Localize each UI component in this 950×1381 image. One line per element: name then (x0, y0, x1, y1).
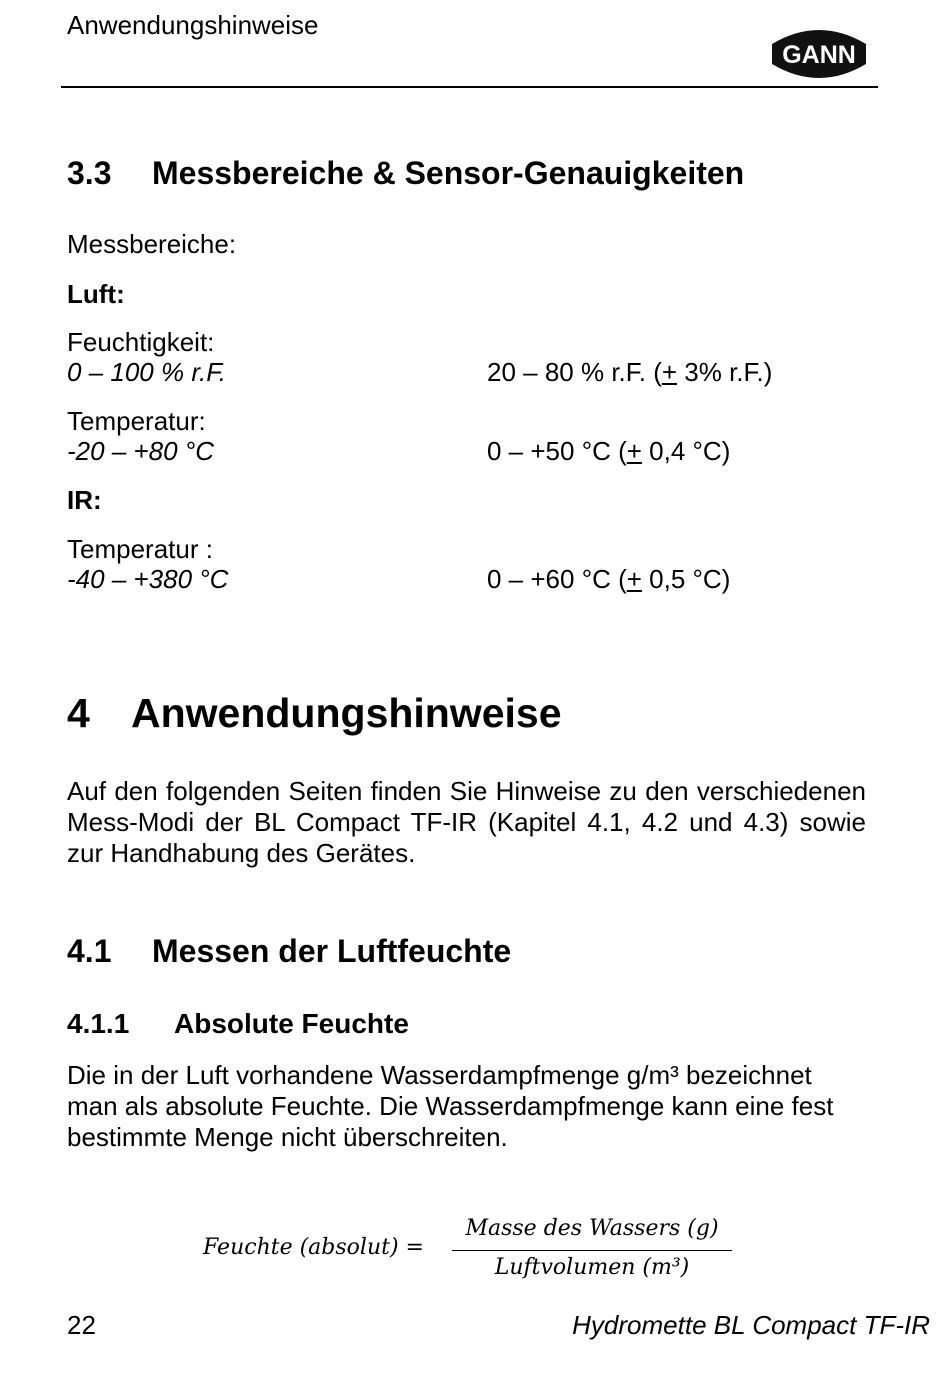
gann-logo (766, 22, 872, 84)
section-4-1-1-title: Absolute Feuchte (174, 1008, 409, 1039)
ir-temperature-label: Temperatur : (67, 534, 213, 564)
feuchte-accuracy: 20 – 80 % r.F. (+ 3% r.F.) (487, 357, 773, 387)
feuchte-range: 0 – 100 % r.F. (67, 357, 226, 387)
ir-temperature-range: -40 – +380 °C (67, 564, 229, 594)
measuring-ranges-intro: Messbereiche: (67, 229, 237, 259)
feuchte-label: Feuchtigkeit: (67, 327, 215, 357)
section-3-3-number: 3.3 (67, 155, 112, 191)
ir-temperature-accuracy: 0 – +60 °C (+ 0,5 °C) (487, 564, 731, 594)
ir-label: IR: (67, 485, 102, 515)
chapter-4-paragraph: Auf den folgenden Seiten finden Sie Hinweise zu den verschiedenen Mess-Modi der BL Compact TF-IR (Kapitel 4.1, 4.2 und 4.3) sowie zur Handhabung des Gerätes. (67, 776, 866, 868)
section-3-3-title: Messbereiche & Sensor-Genauigkeiten (152, 155, 745, 191)
section-4-1-number: 4.1 (67, 933, 112, 969)
chapter-4-title: Anwendungshinweise (131, 690, 562, 736)
formula-fraction-bar (452, 1250, 732, 1251)
footer-product-name: Hydromette BL Compact TF-IR (572, 1310, 930, 1340)
running-header-title: Anwendungshinweise (67, 10, 319, 40)
luft-label: Luft: (67, 279, 125, 309)
temperature-label: Temperatur: (67, 406, 206, 436)
page-number: 22 (67, 1310, 96, 1340)
header-divider (61, 86, 878, 88)
section-4-1-title: Messen der Luftfeuchte (152, 933, 512, 969)
logo-text: GANN (782, 41, 856, 69)
formula-numerator: Masse des Wassers (g) (465, 1216, 719, 1241)
formula-lhs: Feuchte (absolut) = (203, 1235, 424, 1260)
temperature-range: -20 – +80 °C (67, 436, 214, 466)
section-4-1-1-number: 4.1.1 (67, 1008, 130, 1039)
temperature-accuracy: 0 – +50 °C (+ 0,4 °C) (487, 436, 731, 466)
section-4-1-1-paragraph: Die in der Luft vorhandene Wasserdampfmenge g/m³ bezeichnet man als absolute Feuchte. Die Wasserdampfmenge kann eine fest bestimmte Menge nicht überschreiten. (67, 1060, 834, 1152)
formula-denominator: Luftvolumen (m³) (494, 1255, 690, 1280)
chapter-4-number: 4 (67, 690, 90, 736)
